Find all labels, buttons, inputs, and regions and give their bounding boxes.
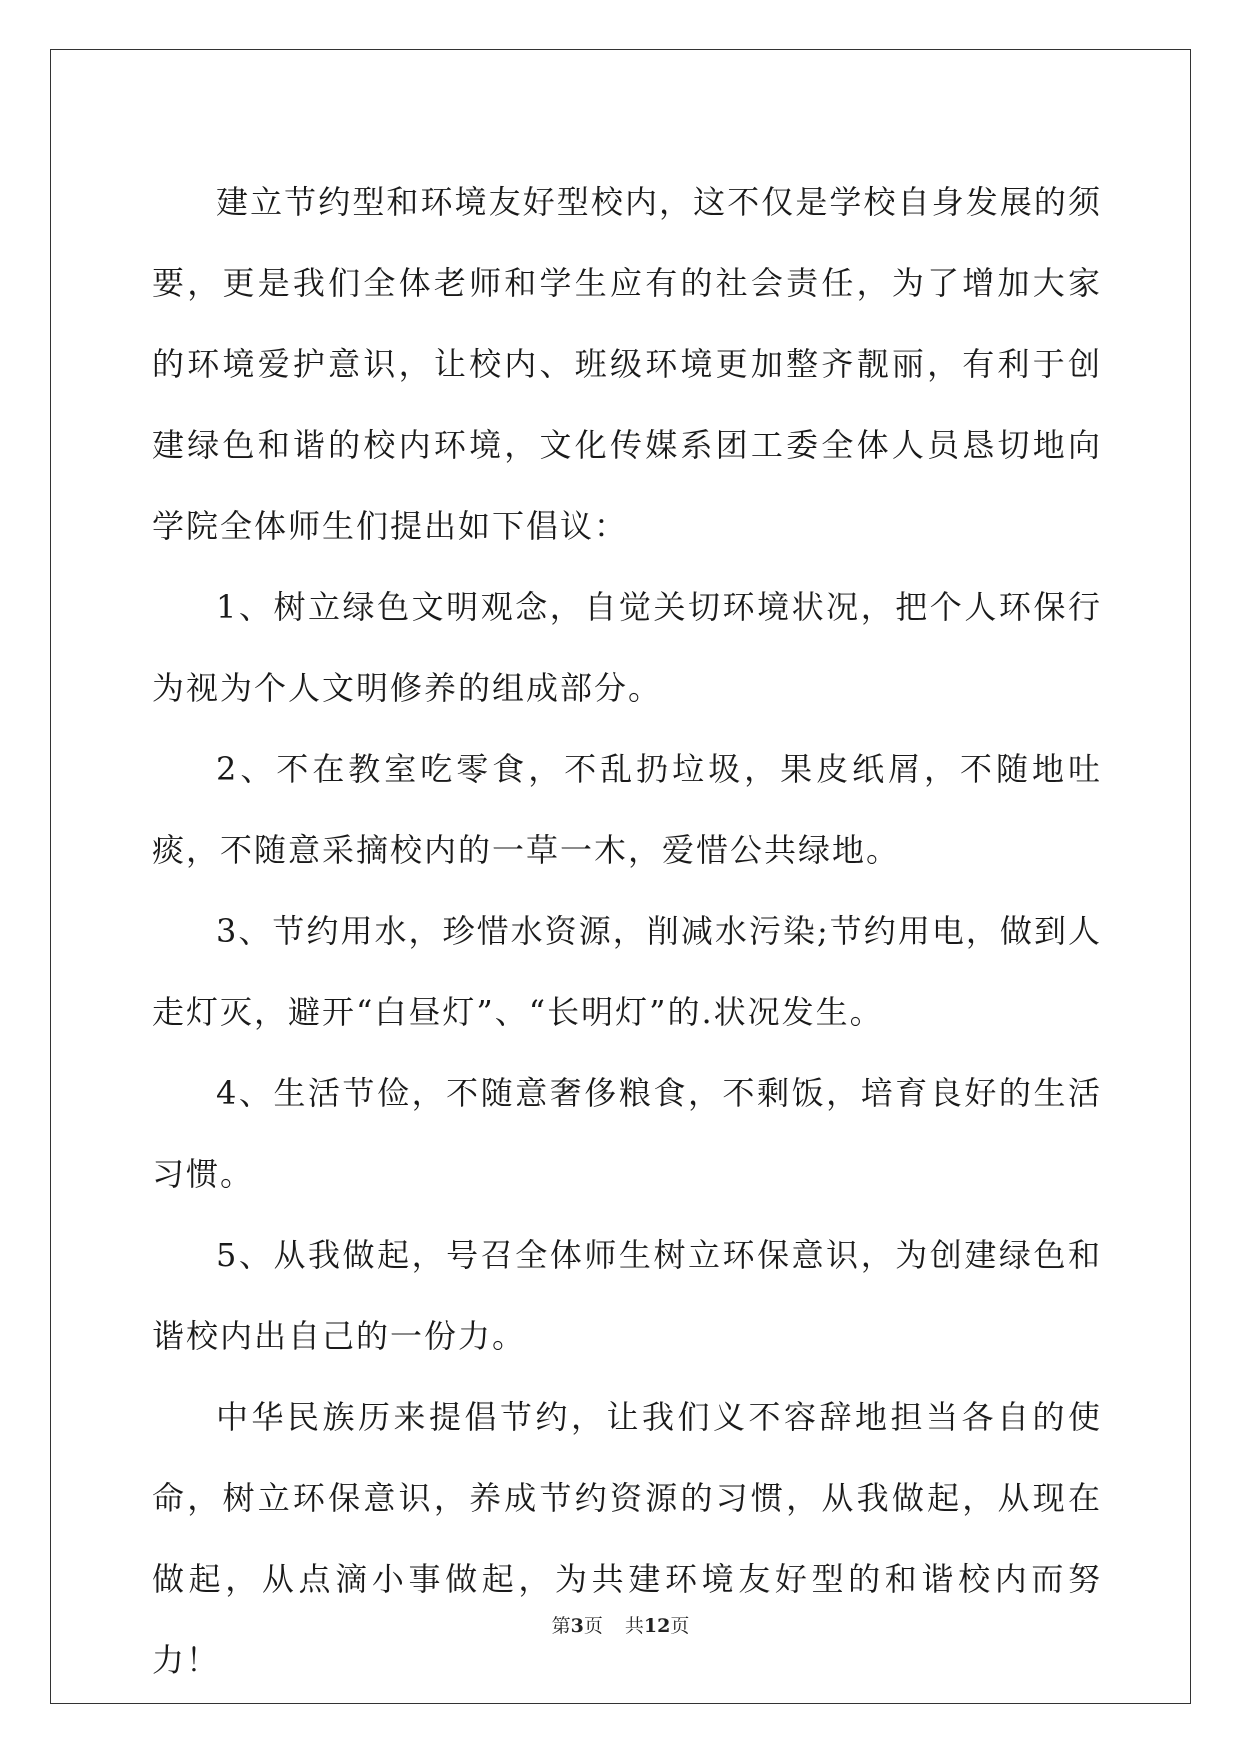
paragraph-item-1: 1、树立绿色文明观念，自觉关切环境状况，把个人环保行为视为个人文明修养的组成部分。 [152,588,1102,707]
paragraph-item-5: 5、从我做起，号召全体师生树立环保意识，为创建绿色和谐校内出自己的一份力。 [152,1236,1102,1355]
paragraph-item-2: 2、不在教室吃零食，不乱扔垃圾，果皮纸屑，不随地吐痰，不随意采摘校内的一草一木，爱惜公共绿地。 [152,750,1102,869]
paragraph-closing: 中华民族历来提倡节约，让我们义不容辞地担当各自的使命，树立环保意识，养成节约资源的习惯，从我做起，从现在做起，从点滴小事做起，为共建环境友好型的和谐校内而努力！ [152,1398,1102,1679]
page-suffix: 页 [583,1615,603,1637]
page-footer [0,1611,1241,1638]
total-prefix: 共 [624,1615,644,1637]
page-number: 3 [570,1615,584,1637]
total-suffix: 页 [670,1615,690,1637]
page-number-label [552,1615,603,1637]
document-body [152,162,1102,1701]
total-pages-label [625,1615,689,1637]
paragraph-item-4: 4、生活节俭，不随意奢侈粮食，不剩饭，培育良好的生活习惯。 [152,1074,1102,1193]
page-prefix: 第 [551,1615,571,1637]
paragraph-intro: 建立节约型和环境友好型校内，这不仅是学校自身发展的须要，更是我们全体老师和学生应有的社会责任，为了增加大家的环境爱护意识，让校内、班级环境更加整齐靓丽，有利于创建绿色和谐的校内环境，文化传媒系团工委全体人员恳切地向学院全体师生们提出如下倡议： [152,183,1102,545]
total-pages: 12 [643,1615,671,1637]
paragraph-item-3: 3、节约用水，珍惜水资源，削减水污染;节约用电，做到人走灯灭，避开“白昼灯”、“长明灯”的.状况发生。 [152,912,1102,1031]
